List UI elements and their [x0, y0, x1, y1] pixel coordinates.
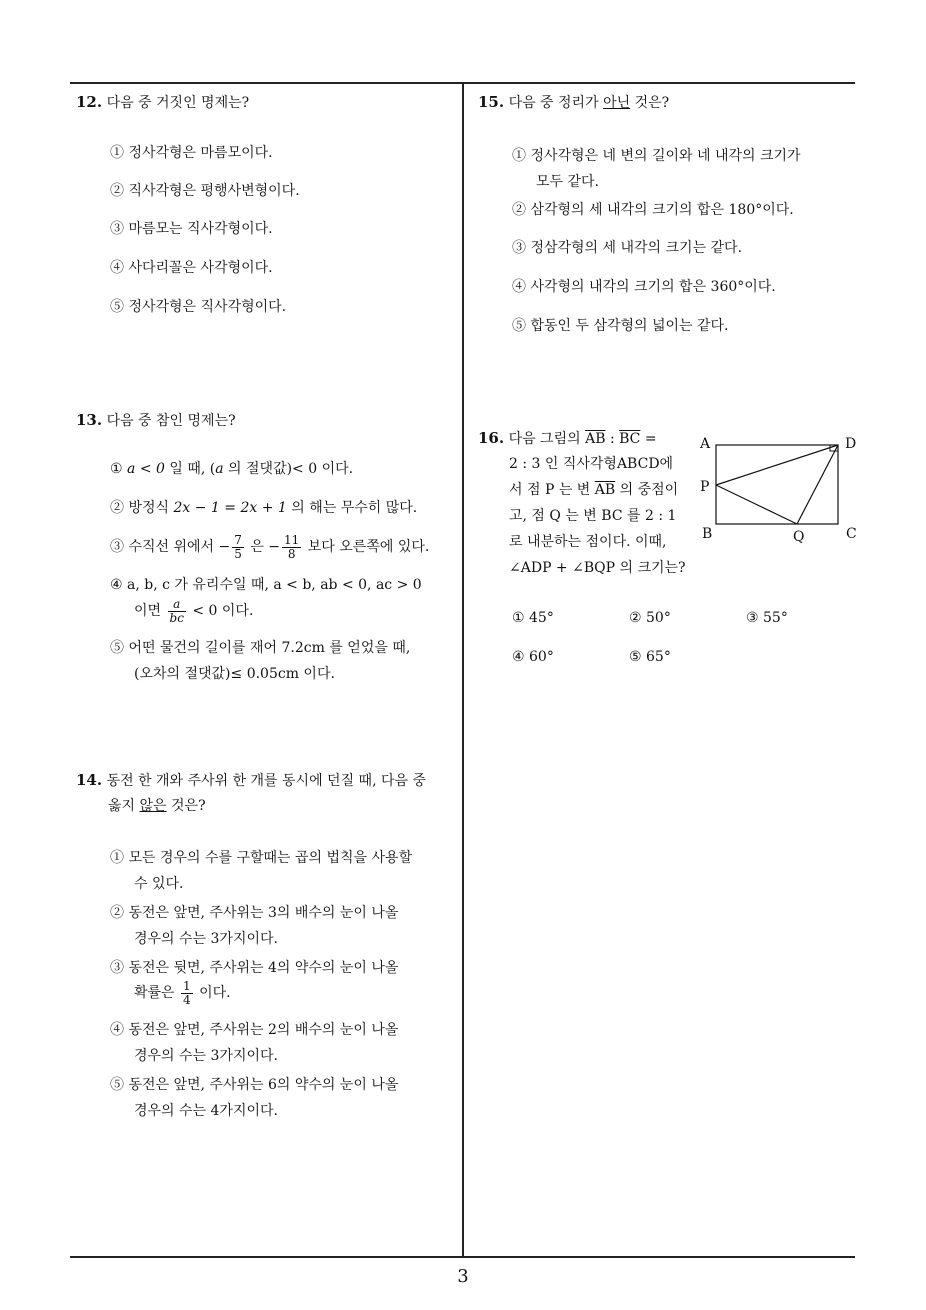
q12-option-1[interactable]: ① 정사각형은 마름모이다.: [110, 145, 273, 161]
q16-line-5: 로 내분하는 점이다. 이때,: [509, 534, 667, 550]
rectangle-abcd: [716, 445, 838, 524]
text: 것은?: [171, 798, 206, 814]
denominator: 4: [183, 992, 191, 1007]
option-marker: ③: [110, 539, 124, 555]
q16-line-4: 고, 점 Q 는 변 BC 를 2 : 1: [509, 508, 677, 524]
text: 이면: [134, 603, 162, 619]
denominator: 8: [287, 546, 296, 561]
denominator: bc: [169, 610, 184, 625]
question-16-stem: [478, 428, 657, 449]
underlined-text: 않은: [139, 798, 167, 814]
text: 수직선 위에서 −: [128, 539, 231, 555]
q13-option-3[interactable]: [110, 530, 429, 564]
text: 의 해는 무수히 많다.: [291, 500, 418, 516]
q13-option-5[interactable]: [110, 638, 410, 658]
text: 어떤 물건의 길이를 재어 7.2cm 를 얻었을 때,: [128, 640, 411, 656]
q12-option-5[interactable]: ⑤ 정사각형은 직사각형이다.: [110, 299, 287, 315]
q16-line-2: 2 : 3 인 직사각형ABCD에: [509, 456, 674, 472]
option-marker: ④: [110, 577, 123, 593]
q15-option-1[interactable]: ① 정사각형은 네 변의 길이와 네 내각의 크기가: [512, 148, 801, 164]
text: 것은?: [634, 95, 670, 111]
q13-option-4-cont: [134, 594, 253, 628]
text: 의 절댓값)< 0 이다.: [228, 461, 354, 477]
q13-option-4[interactable]: [110, 575, 422, 595]
underlined-text: 아닌: [603, 95, 631, 111]
segment-pq: [716, 485, 797, 524]
text: =: [644, 431, 657, 447]
text: 옳지: [108, 798, 136, 814]
q12-option-2[interactable]: ② 직사각형은 평행사변형이다.: [110, 183, 300, 199]
stem-text: 다음 중 참인 명제는?: [106, 413, 236, 429]
math: a < 0: [127, 461, 165, 477]
question-number: 14.: [76, 771, 103, 789]
math: a: [215, 461, 224, 477]
q15-option-3[interactable]: ③ 정삼각형의 세 내각의 크기는 같다.: [512, 240, 743, 256]
segment-ab: $\overline{AB}$: [594, 482, 616, 498]
question-14-stem: [76, 770, 426, 791]
q13-option-1[interactable]: [110, 459, 353, 479]
bottom-rule: [70, 1256, 855, 1258]
q14-option-1[interactable]: ① 모든 경우의 수를 구할때는 곱의 법칙을 사용할: [110, 850, 413, 866]
option-marker: ⑤: [110, 640, 124, 656]
text: 방정식: [128, 500, 170, 516]
numerator: 1: [183, 978, 191, 993]
text: < 0 이다.: [192, 603, 254, 619]
numerator: 7: [234, 532, 242, 547]
q16-option-5[interactable]: ⑤ 65°: [629, 649, 671, 665]
label-b: B: [702, 526, 713, 542]
q13-option-2[interactable]: [110, 498, 417, 518]
fraction: [168, 598, 186, 625]
text: :: [609, 431, 615, 447]
text: 이다.: [199, 985, 231, 1001]
text: 일 때, (: [169, 461, 216, 477]
label-a: A: [700, 436, 711, 452]
page-number: 3: [457, 1266, 469, 1287]
q14-option-4[interactable]: ④ 동전은 앞면, 주사위는 2의 배수의 눈이 나올: [110, 1022, 399, 1038]
text: 은 −: [250, 539, 281, 555]
label-p: P: [700, 479, 710, 495]
question-15-stem: [478, 92, 669, 113]
text: 다음 그림의: [508, 431, 581, 447]
text: 보다 오른쪽에 있다.: [307, 539, 430, 555]
q14-option-2-cont: 경우의 수는 3가지이다.: [134, 931, 278, 947]
fraction: [232, 534, 244, 561]
question-number: 13.: [76, 411, 103, 429]
math: 2x − 1 = 2x + 1: [173, 500, 287, 516]
label-c: C: [846, 526, 857, 542]
q12-option-3[interactable]: ③ 마름모는 직사각형이다.: [110, 221, 273, 237]
option-marker: ②: [110, 500, 124, 516]
fraction: [181, 980, 193, 1007]
segment-ab: $\overline{AB}$: [585, 431, 606, 447]
label-q: Q: [793, 529, 805, 545]
question-12-stem: [76, 92, 249, 113]
denominator: 5: [234, 546, 242, 561]
question-number: 12.: [76, 93, 103, 111]
label-d: D: [845, 436, 857, 452]
q16-option-4[interactable]: ④ 60°: [512, 649, 554, 665]
q14-option-3-cont: [134, 976, 231, 1010]
q13-option-5-cont: (오차의 절댓값)≤ 0.05cm 이다.: [134, 666, 335, 682]
rectangle-figure: [690, 425, 870, 550]
q16-option-2[interactable]: ② 50°: [629, 610, 671, 626]
fraction: [282, 534, 301, 561]
question-14-stem-cont: [108, 796, 206, 816]
q14-option-5-cont: 경우의 수는 4가지이다.: [134, 1103, 278, 1119]
stem-text: 동전 한 개와 주사위 한 개를 동시에 던질 때, 다음 중: [106, 773, 426, 789]
q15-option-5[interactable]: ⑤ 합동인 두 삼각형의 넓이는 같다.: [512, 318, 729, 334]
q15-option-2[interactable]: ② 삼각형의 세 내각의 크기의 합은 180°이다.: [512, 202, 794, 218]
question-number: 16.: [478, 429, 505, 447]
q12-option-4[interactable]: ④ 사다리꼴은 사각형이다.: [110, 260, 273, 276]
q14-option-4-cont: 경우의 수는 3가지이다.: [134, 1048, 278, 1064]
text: 다음 중 정리가: [508, 95, 599, 111]
numerator: 11: [284, 532, 300, 547]
q15-option-1-cont: 모두 같다.: [536, 174, 599, 190]
text: 의 중점이: [619, 482, 679, 498]
question-number: 15.: [478, 93, 505, 111]
stem-text: 다음 중 거짓인 명제는?: [106, 95, 250, 111]
q16-option-1[interactable]: ① 45°: [512, 610, 554, 626]
text: 확률은: [134, 985, 175, 1001]
question-13-stem: [76, 410, 236, 431]
numerator: a: [168, 598, 186, 612]
q14-option-1-cont: 수 있다.: [134, 876, 184, 892]
q15-option-4[interactable]: ④ 사각형의 내각의 크기의 합은 360°이다.: [512, 279, 776, 295]
q14-option-3[interactable]: ③ 동전은 뒷면, 주사위는 4의 약수의 눈이 나올: [110, 960, 399, 976]
q16-line-3: [509, 480, 678, 500]
q14-option-5[interactable]: ⑤ 동전은 앞면, 주사위는 6의 약수의 눈이 나올: [110, 1077, 399, 1093]
segment-bc: $\overline{BC}$: [619, 431, 641, 447]
text: a, b, c 가 유리수일 때, a < b, ab < 0, ac > 0: [127, 577, 422, 593]
q16-option-3[interactable]: ③ 55°: [746, 610, 788, 626]
option-marker: ①: [110, 461, 123, 477]
text: 서 점 P 는 변: [509, 482, 591, 498]
column-divider: [462, 82, 464, 1257]
q14-option-2[interactable]: ② 동전은 앞면, 주사위는 3의 배수의 눈이 나올: [110, 905, 399, 921]
q16-line-6: ∠ADP + ∠BQP 의 크기는?: [509, 560, 686, 576]
